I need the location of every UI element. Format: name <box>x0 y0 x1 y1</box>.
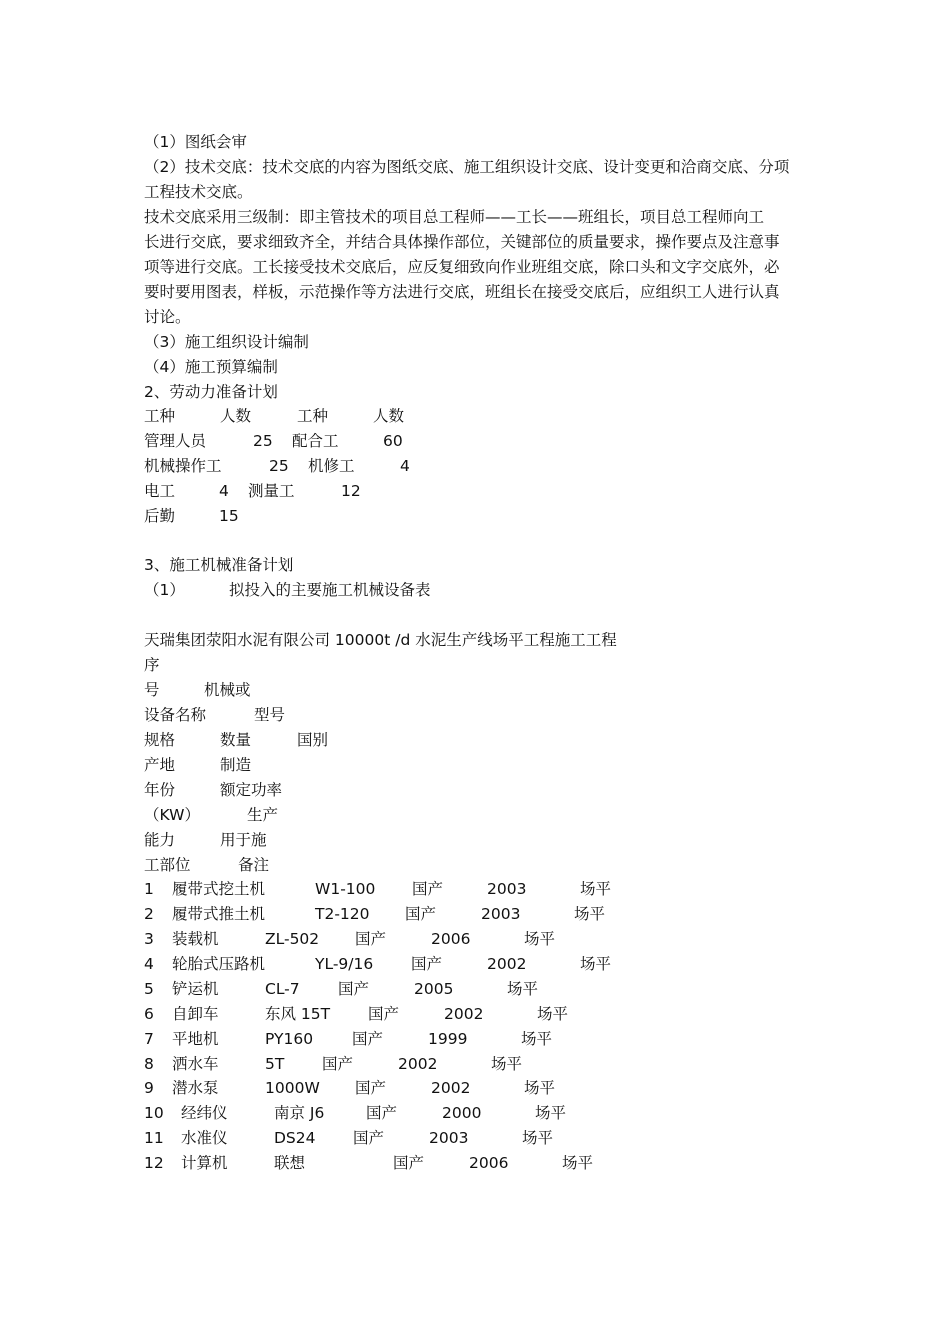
item-budget-compilation: （4）施工预算编制 <box>144 358 278 376</box>
equipment-cell: 国产 <box>368 1005 400 1023</box>
labor-cell: 4 <box>400 457 410 475</box>
equipment-cell: 2006 <box>431 930 471 948</box>
labor-row <box>0 481 950 501</box>
equipment-row <box>0 879 950 899</box>
equipment-header-cell: 用于施 <box>220 831 267 849</box>
equipment-row <box>0 979 950 999</box>
equipment-cell: 2003 <box>487 880 527 898</box>
briefing-paragraph-line: 要时要用图表，样板，示范操作等方法进行交底，班组长在接受交底后，应组织工人进行认真 <box>144 283 780 301</box>
equipment-header-row <box>0 655 950 675</box>
equipment-cell: 1999 <box>428 1030 468 1048</box>
equipment-cell: 8 <box>144 1055 154 1073</box>
item-design-compilation: （3）施工组织设计编制 <box>144 333 309 351</box>
equipment-cell: 场平 <box>574 905 606 923</box>
equipment-cell: 2003 <box>481 905 521 923</box>
equipment-cell: 2002 <box>487 955 527 973</box>
equipment-header-row <box>0 755 950 775</box>
labor-row <box>0 456 950 476</box>
equipment-header-cell: （KW） <box>144 806 200 824</box>
equipment-header-cell: 年份 <box>144 781 176 799</box>
labor-cell: 15 <box>219 507 239 525</box>
equipment-header-cell: 规格 <box>144 731 176 749</box>
equipment-cell: 水准仪 <box>181 1129 228 1147</box>
labor-cell: 配合工 <box>292 432 339 450</box>
equipment-cell: 12 <box>144 1154 164 1172</box>
equipment-cell: 场平 <box>537 1005 569 1023</box>
labor-cell: 机修工 <box>308 457 355 475</box>
equipment-cell: 2 <box>144 905 154 923</box>
equipment-cell: 场平 <box>580 880 612 898</box>
equipment-row <box>0 1128 950 1148</box>
labor-row <box>0 506 950 526</box>
equipment-header-cell: 机械或 <box>204 681 251 699</box>
equipment-cell: 洒水车 <box>172 1055 219 1073</box>
equipment-cell: 场平 <box>491 1055 523 1073</box>
equipment-cell: 2003 <box>429 1129 469 1147</box>
machinery-subtitle <box>0 580 950 600</box>
equipment-row <box>0 1078 950 1098</box>
equipment-cell: 5T <box>265 1055 285 1073</box>
labor-cell: 25 <box>269 457 289 475</box>
labor-header-row <box>0 406 950 426</box>
equipment-header-cell: 号 <box>144 681 160 699</box>
equipment-row <box>0 929 950 949</box>
labor-section-title: 2、劳动力准备计划 <box>144 383 278 401</box>
equipment-header-cell: 数量 <box>220 731 252 749</box>
equipment-cell: 计算机 <box>181 1154 228 1172</box>
equipment-cell: 场平 <box>507 980 539 998</box>
equipment-cell: 场平 <box>562 1154 594 1172</box>
equipment-header-cell: 产地 <box>144 756 176 774</box>
equipment-cell: 国产 <box>352 1030 384 1048</box>
equipment-cell: 2005 <box>414 980 454 998</box>
equipment-cell: 国产 <box>338 980 370 998</box>
equipment-cell: 履带式挖土机 <box>172 880 266 898</box>
equipment-header-cell: 额定功率 <box>220 781 283 799</box>
equipment-row <box>0 1103 950 1123</box>
project-title: 天瑞集团荥阳水泥有限公司 10000t /d 水泥生产线场平工程施工工程 <box>144 631 617 649</box>
labor-header-cell: 工种 <box>144 407 176 425</box>
equipment-cell: 国产 <box>405 905 437 923</box>
item-tech-briefing: （2）技术交底：技术交底的内容为图纸交底、施工组织设计交底、设计变更和洽商交底、分项 <box>144 158 790 176</box>
labor-cell: 管理人员 <box>144 432 207 450</box>
labor-cell: 电工 <box>144 482 176 500</box>
briefing-paragraph-line: 讨论。 <box>144 308 191 326</box>
equipment-cell: 联想 <box>274 1154 306 1172</box>
equipment-cell: 国产 <box>355 930 387 948</box>
machinery-section-title: 3、施工机械准备计划 <box>144 556 294 574</box>
equipment-cell: PY160 <box>265 1030 314 1048</box>
labor-cell: 12 <box>341 482 361 500</box>
equipment-header-cell: 工部位 <box>144 856 191 874</box>
equipment-cell: 国产 <box>353 1129 385 1147</box>
equipment-cell: 装载机 <box>172 930 219 948</box>
labor-cell: 测量工 <box>248 482 295 500</box>
equipment-header-cell: 序 <box>144 656 160 674</box>
equipment-row <box>0 954 950 974</box>
equipment-cell: 2000 <box>442 1104 482 1122</box>
equipment-header-cell: 备注 <box>238 856 270 874</box>
equipment-cell: 铲运机 <box>172 980 219 998</box>
item-tech-briefing-cont: 工程技术交底。 <box>144 183 253 201</box>
labor-cell: 4 <box>219 482 229 500</box>
equipment-cell: CL-7 <box>265 980 300 998</box>
equipment-cell: 4 <box>144 955 154 973</box>
equipment-cell: 11 <box>144 1129 164 1147</box>
equipment-header-cell: 设备名称 <box>144 706 207 724</box>
equipment-header-row <box>0 830 950 850</box>
equipment-header-row <box>0 855 950 875</box>
equipment-row <box>0 1004 950 1024</box>
labor-cell: 25 <box>253 432 273 450</box>
briefing-paragraph-line: 技术交底采用三级制：即主管技术的项目总工程师——工长——班组长，项目总工程师向工 <box>144 208 765 226</box>
equipment-cell: 9 <box>144 1079 154 1097</box>
equipment-cell: 3 <box>144 930 154 948</box>
equipment-cell: ZL-502 <box>265 930 320 948</box>
equipment-cell: 平地机 <box>172 1030 219 1048</box>
equipment-row <box>0 904 950 924</box>
equipment-cell: 经纬仪 <box>181 1104 228 1122</box>
equipment-cell: 南京 J6 <box>274 1104 325 1122</box>
equipment-header-row <box>0 730 950 750</box>
machinery-subtitle-number: （1） <box>144 581 185 599</box>
equipment-header-row <box>0 680 950 700</box>
equipment-cell: YL-9/16 <box>315 955 374 973</box>
labor-cell: 后勤 <box>144 507 176 525</box>
equipment-cell: 2002 <box>431 1079 471 1097</box>
equipment-cell: 2002 <box>398 1055 438 1073</box>
equipment-row <box>0 1153 950 1173</box>
labor-cell: 60 <box>383 432 403 450</box>
equipment-cell: T2-120 <box>315 905 370 923</box>
equipment-cell: 1 <box>144 880 154 898</box>
equipment-cell: 国产 <box>393 1154 425 1172</box>
equipment-cell: 场平 <box>521 1030 553 1048</box>
labor-cell: 机械操作工 <box>144 457 222 475</box>
equipment-row <box>0 1029 950 1049</box>
equipment-header-cell: 能力 <box>144 831 176 849</box>
equipment-cell: 1000W <box>265 1079 320 1097</box>
equipment-header-row <box>0 780 950 800</box>
item-drawing-review: （1）图纸会审 <box>144 133 247 151</box>
equipment-cell: 轮胎式压路机 <box>172 955 266 973</box>
equipment-row <box>0 1054 950 1074</box>
equipment-cell: 场平 <box>524 930 556 948</box>
labor-header-cell: 人数 <box>373 407 405 425</box>
equipment-cell: 履带式推土机 <box>172 905 266 923</box>
equipment-cell: 国产 <box>322 1055 354 1073</box>
equipment-cell: 10 <box>144 1104 164 1122</box>
equipment-header-row <box>0 805 950 825</box>
equipment-cell: 2006 <box>469 1154 509 1172</box>
labor-header-cell: 人数 <box>220 407 252 425</box>
equipment-cell: 2002 <box>444 1005 484 1023</box>
equipment-header-row <box>0 705 950 725</box>
equipment-cell: 国产 <box>366 1104 398 1122</box>
briefing-paragraph-line: 长进行交底，要求细致齐全，并结合具体操作部位，关键部位的质量要求，操作要点及注意事 <box>144 233 780 251</box>
labor-header-cell: 工种 <box>297 407 329 425</box>
equipment-header-cell: 国别 <box>297 731 329 749</box>
briefing-paragraph-line: 项等进行交底。工长接受技术交底后，应反复细致向作业班组交底，除口头和文字交底外，必 <box>144 258 780 276</box>
equipment-cell: 国产 <box>355 1079 387 1097</box>
equipment-cell: 国产 <box>412 880 444 898</box>
equipment-cell: 东风 15T <box>265 1005 331 1023</box>
equipment-cell: 场平 <box>522 1129 554 1147</box>
equipment-cell: 场平 <box>524 1079 556 1097</box>
equipment-cell: 7 <box>144 1030 154 1048</box>
machinery-subtitle-text: 拟投入的主要施工机械设备表 <box>229 581 431 599</box>
equipment-header-cell: 型号 <box>254 706 286 724</box>
equipment-cell: 5 <box>144 980 154 998</box>
equipment-cell: 潜水泵 <box>172 1079 219 1097</box>
equipment-cell: 6 <box>144 1005 154 1023</box>
equipment-cell: 场平 <box>535 1104 567 1122</box>
labor-row <box>0 431 950 451</box>
equipment-header-cell: 制造 <box>220 756 252 774</box>
equipment-cell: W1-100 <box>315 880 376 898</box>
equipment-cell: 场平 <box>580 955 612 973</box>
equipment-cell: 国产 <box>411 955 443 973</box>
equipment-cell: DS24 <box>274 1129 316 1147</box>
equipment-cell: 自卸车 <box>172 1005 219 1023</box>
equipment-header-cell: 生产 <box>247 806 279 824</box>
